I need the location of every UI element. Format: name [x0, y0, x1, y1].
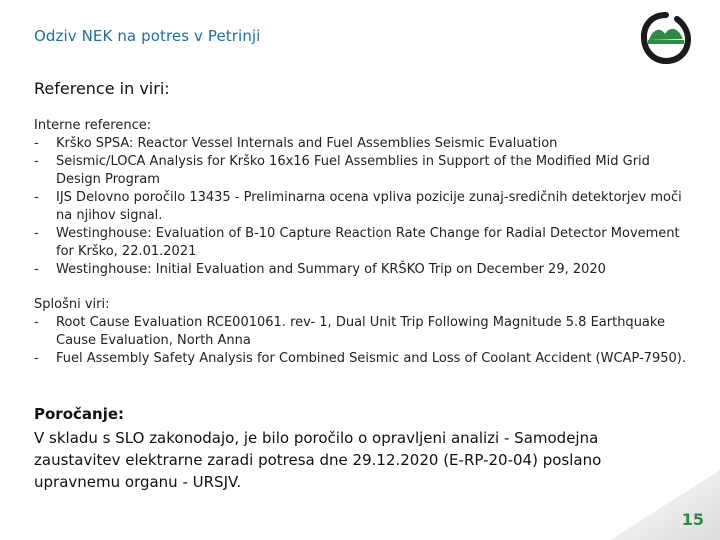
list-item: - Westinghouse: Initial Evaluation and Summary of KRŠKO Trip on December 29, 2020: [34, 261, 694, 279]
general-references-list: [34, 314, 694, 368]
list-item: - IJS Delovno poročilo 13435 - Preliminarna ocena vpliva pozicije zunaj-sredičnih detektorjev moči na njihov signal.: [34, 189, 694, 225]
internal-references: [34, 117, 694, 279]
internal-references-heading: Interne reference:: [34, 118, 152, 133]
list-item: - Seismic/LOCA Analysis for Krško 16x16 Fuel Assemblies in Support of the Modified Mid Grid Design Program: [34, 153, 694, 189]
general-references-heading: Splošni viri:: [34, 297, 110, 312]
reporting-text: V skladu s SLO zakonodajo, je bilo poročilo o opravljeni analizi - Samodejna zaustavitev elektrarne zaradi potresa dne 29.12.2020 (E-RP-20-04) poslano upravnemu organu - URSJV.: [34, 429, 602, 491]
header-title: Odziv NEK na potres v Petrinji: [34, 27, 261, 45]
reporting-title: Poročanje:: [34, 405, 125, 423]
corner-decoration: [610, 470, 720, 540]
company-logo-icon: [640, 12, 692, 64]
list-item: - Westinghouse: Evaluation of B-10 Capture Reaction Rate Change for Radial Detector Movement for Krško, 22.01.2021: [34, 225, 694, 261]
references-title: Reference in viri:: [34, 79, 170, 98]
list-item: - Krško SPSA: Reactor Vessel Internals and Fuel Assemblies Seismic Evaluation: [34, 135, 694, 153]
internal-references-list: [34, 135, 694, 279]
page-number: 15: [681, 510, 704, 529]
list-item: - Root Cause Evaluation RCE001061. rev- 1, Dual Unit Trip Following Magnitude 5.8 Earthquake Cause Evaluation, North Anna: [34, 314, 694, 350]
general-references: [34, 296, 694, 368]
list-item: - Fuel Assembly Safety Analysis for Combined Seismic and Loss of Coolant Accident (WCAP-7950).: [34, 350, 694, 368]
